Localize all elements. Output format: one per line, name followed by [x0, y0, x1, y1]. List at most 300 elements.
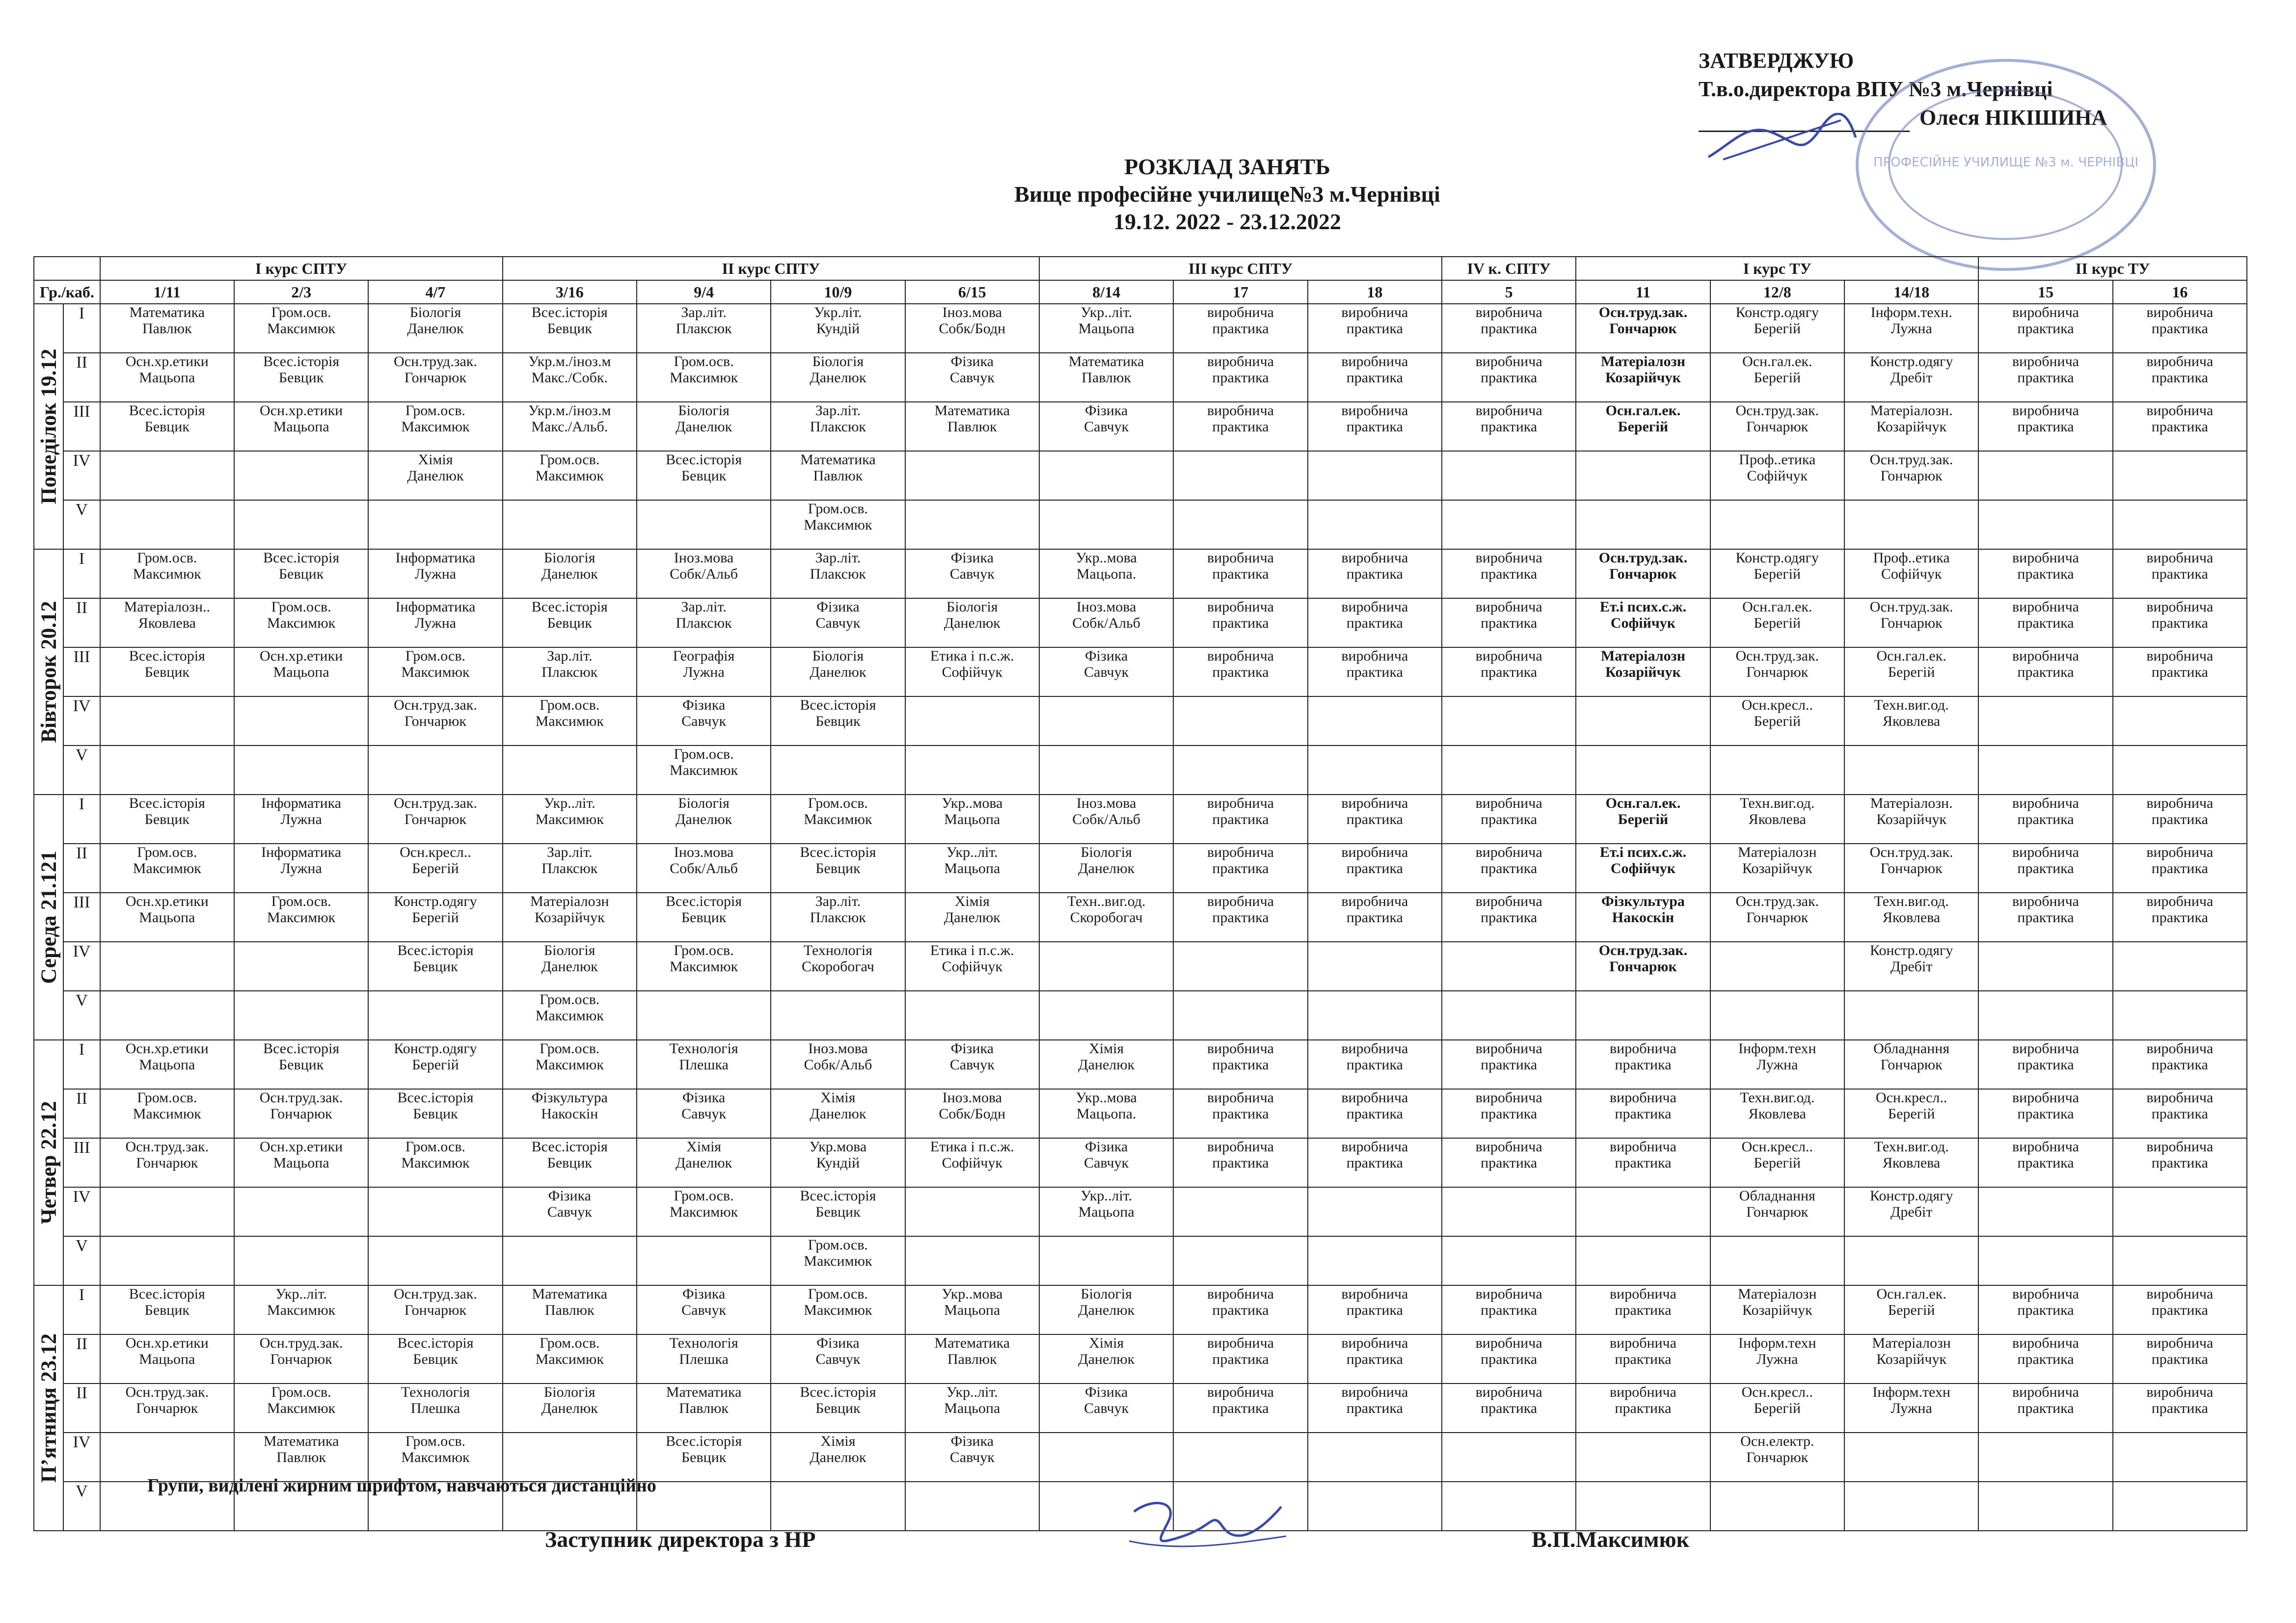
- schedule-cell: [771, 1138, 905, 1187]
- schedule-cell: [1039, 745, 1173, 795]
- subject: Математика: [129, 304, 205, 320]
- teacher: Собк/Бодн: [939, 1106, 1006, 1122]
- teacher: Яковлева: [1883, 713, 1941, 729]
- teacher: Плаксюк: [810, 566, 866, 582]
- teacher: Мацьопа.: [1076, 1106, 1136, 1122]
- schedule-cell: [637, 304, 771, 353]
- schedule-cell: [1710, 647, 1844, 696]
- teacher: практика: [1481, 615, 1538, 631]
- teacher: Гончарюк: [270, 1351, 332, 1367]
- teacher: практика: [2017, 664, 2074, 680]
- teacher: практика: [1346, 320, 1403, 337]
- subject: виробнича: [1207, 893, 1274, 909]
- teacher: Гончарюк: [404, 713, 467, 729]
- subject: Матеріалозн: [530, 893, 609, 909]
- schedule-cell: [1576, 402, 1710, 451]
- subject: Гром.осв.: [540, 452, 600, 468]
- schedule-cell: [100, 1040, 234, 1089]
- schedule-cell: [1442, 598, 1576, 647]
- subject: Інформатика: [395, 599, 476, 615]
- teacher: практика: [1212, 1106, 1269, 1122]
- subject: Інформатика: [261, 795, 342, 811]
- teacher: Накоскін: [1612, 909, 1675, 926]
- subject: Укр..літ.: [946, 844, 998, 860]
- subject: Техн.виг.од.: [1740, 795, 1815, 811]
- teacher: Бевцик: [815, 1204, 861, 1220]
- teacher: практика: [1481, 1302, 1538, 1318]
- schedule-cell: [1978, 549, 2112, 598]
- schedule-cell: [771, 1334, 905, 1384]
- subject: Біологія: [544, 1384, 595, 1400]
- subject: виробнича: [1609, 1335, 1676, 1351]
- subject: виробнича: [2146, 844, 2214, 860]
- teacher: Лужна: [280, 860, 322, 877]
- subject: Гром.осв.: [137, 1090, 197, 1106]
- subject: Осн.труд.зак.: [1869, 452, 1953, 468]
- schedule-cell: [1442, 402, 1576, 451]
- schedule-cell: [503, 647, 637, 696]
- teacher: Берегій: [1888, 1106, 1935, 1122]
- teacher: Козарійчук: [1742, 860, 1812, 877]
- teacher: практика: [2151, 811, 2208, 827]
- lesson-row: [34, 1138, 2247, 1187]
- schedule-cell: [2113, 1482, 2247, 1531]
- teacher: Павлюк: [544, 1302, 594, 1318]
- schedule-cell: [234, 1384, 368, 1433]
- schedule-cell: [1576, 647, 1710, 696]
- teacher: Мацьопа: [944, 860, 1000, 877]
- schedule-cell: [771, 549, 905, 598]
- subject: Ет.і псих.с.ж.: [1599, 599, 1687, 615]
- schedule-cell: [2113, 549, 2247, 598]
- teacher: Савчук: [949, 1057, 995, 1073]
- teacher: Бевцик: [681, 909, 727, 926]
- lesson-number: V: [63, 991, 100, 1040]
- teacher: Павлюк: [276, 1449, 326, 1465]
- schedule-cell: [1308, 1040, 1442, 1089]
- lesson-row: [34, 1040, 2247, 1089]
- schedule-cell: [1710, 1040, 1844, 1089]
- subject: виробнича: [1341, 1384, 1408, 1400]
- subject: Зар.літ.: [815, 550, 861, 566]
- subject: виробнича: [1207, 1335, 1274, 1351]
- schedule-cell: [637, 795, 771, 844]
- subject: виробнича: [2146, 1139, 2214, 1155]
- schedule-title: [785, 153, 1669, 236]
- schedule-cell: [1576, 353, 1710, 402]
- lesson-number: ІV: [63, 696, 100, 745]
- schedule-cell: [1978, 991, 2112, 1040]
- schedule-cell: [1576, 893, 1710, 942]
- schedule-cell: [1576, 598, 1710, 647]
- schedule-cell: [1173, 1138, 1307, 1187]
- subject: виробнича: [2146, 1286, 2214, 1302]
- lesson-number: ІІ: [63, 844, 100, 893]
- schedule-cell: [1844, 1138, 1978, 1187]
- teacher: Плаксюк: [541, 664, 598, 680]
- schedule-cell: [234, 745, 368, 795]
- teacher: Мацьопа: [1078, 320, 1134, 337]
- schedule-cell: [1173, 745, 1307, 795]
- subject: Констр.одягу: [1735, 304, 1819, 320]
- subject: виробнича: [1475, 1139, 1542, 1155]
- subject: виробнича: [1475, 648, 1542, 664]
- schedule-cell: [1442, 745, 1576, 795]
- schedule-cell: [1978, 1482, 2112, 1531]
- subject: Осн.хр.етики: [125, 353, 209, 370]
- subject: Математика: [934, 402, 1010, 419]
- subject: Всес.історія: [263, 353, 340, 370]
- teacher: практика: [2151, 1057, 2208, 1073]
- subject: Географія: [673, 648, 735, 664]
- teacher: Максимюк: [401, 419, 470, 435]
- schedule-cell: [1978, 795, 2112, 844]
- schedule-cell: [1710, 795, 1844, 844]
- schedule-cell: [2113, 598, 2247, 647]
- subject: Математика: [532, 1286, 608, 1302]
- teacher: практика: [2151, 1351, 2208, 1367]
- schedule-cell: [234, 1334, 368, 1384]
- schedule-cell: [1978, 1236, 2112, 1285]
- course-header: ІІ курс СПТУ: [503, 257, 1039, 280]
- schedule-cell: [637, 745, 771, 795]
- teacher: Бевцик: [278, 370, 324, 386]
- subject: Констр.одягу: [1869, 942, 1953, 958]
- teacher: Бевцик: [144, 1302, 189, 1318]
- subject: виробнича: [1207, 1384, 1274, 1400]
- lesson-number: ІІІ: [63, 893, 100, 942]
- group-header: 9/4: [637, 280, 771, 304]
- schedule-cell: [1844, 1482, 1978, 1531]
- subject: Осн.гал.ек.: [1605, 795, 1681, 811]
- schedule-cell: [1844, 1384, 1978, 1433]
- teacher: практика: [1615, 1106, 1672, 1122]
- teacher: практика: [1346, 664, 1403, 680]
- approval-position: Т.в.о.директора ВПУ №3 м.Чернівці: [1699, 77, 2053, 101]
- teacher: практика: [1212, 1351, 1269, 1367]
- subject: Техн.виг.од.: [1874, 697, 1949, 713]
- schedule-cell: [637, 402, 771, 451]
- schedule-cell: [100, 1334, 234, 1384]
- teacher: Савчук: [547, 1204, 592, 1220]
- schedule-cell: [100, 1384, 234, 1433]
- teacher: Данелюк: [675, 1155, 732, 1171]
- subject: виробнича: [2012, 844, 2079, 860]
- subject: виробнича: [1341, 402, 1408, 419]
- subject: виробнича: [1475, 1286, 1542, 1302]
- schedule-cell: [1173, 549, 1307, 598]
- schedule-cell: [234, 893, 368, 942]
- schedule-cell: [1308, 1187, 1442, 1236]
- lesson-row: [34, 1236, 2247, 1285]
- schedule-cell: [1576, 500, 1710, 549]
- schedule-cell: [1844, 598, 1978, 647]
- schedule-cell: [771, 696, 905, 745]
- lesson-number: ІV: [63, 1187, 100, 1236]
- schedule-cell: [2113, 1334, 2247, 1384]
- day-label: Середа 21.121: [36, 851, 61, 984]
- teacher: Савчук: [1084, 1400, 1129, 1416]
- schedule-cell: [1039, 304, 1173, 353]
- subject: Всес.історія: [666, 893, 742, 909]
- schedule-cell: [1710, 942, 1844, 991]
- teacher: Мацьопа: [139, 1057, 195, 1073]
- teacher: Собк/Альб: [670, 860, 738, 877]
- subject: Зар.літ.: [681, 599, 727, 615]
- teacher: Софійчук: [942, 664, 1003, 680]
- schedule-cell: [1308, 942, 1442, 991]
- subject: Осн.хр.етики: [125, 1335, 209, 1351]
- schedule-cell: [1308, 991, 1442, 1040]
- schedule-cell: [905, 598, 1039, 647]
- schedule-cell: [905, 1138, 1039, 1187]
- subject: Техн.виг.од.: [1874, 1139, 1949, 1155]
- schedule-cell: [1308, 1334, 1442, 1384]
- subject: Іноз.мова: [1076, 795, 1136, 811]
- teacher: Дребіт: [1890, 370, 1933, 386]
- subject: виробнича: [1609, 1384, 1676, 1400]
- subject: виробнича: [1609, 1090, 1676, 1106]
- lesson-row: [34, 942, 2247, 991]
- schedule-cell: [2113, 942, 2247, 991]
- schedule-cell: [905, 991, 1039, 1040]
- subject: виробнича: [1475, 550, 1542, 566]
- schedule-cell: [2113, 647, 2247, 696]
- lesson-row: [34, 1285, 2247, 1334]
- teacher: Гончарюк: [404, 1302, 467, 1318]
- schedule-cell: [100, 304, 234, 353]
- schedule-cell: [234, 942, 368, 991]
- teacher: Максимюк: [535, 1057, 604, 1073]
- subject: виробнича: [2146, 1335, 2214, 1351]
- schedule-cell: [771, 1384, 905, 1433]
- schedule-cell: [637, 647, 771, 696]
- subject: Гром.осв.: [674, 1188, 734, 1204]
- teacher: практика: [1615, 1057, 1672, 1073]
- schedule-cell: [905, 1285, 1039, 1334]
- teacher: практика: [1212, 1302, 1269, 1318]
- deputy-signature: [1124, 1492, 1291, 1556]
- teacher: Бевцик: [681, 1449, 727, 1465]
- teacher: Мацьопа: [944, 1400, 1000, 1416]
- subject: Техн.виг.од.: [1740, 1090, 1815, 1106]
- deputy-name: В.П.Максимюк: [1532, 1527, 1690, 1552]
- teacher: Берегій: [412, 860, 459, 877]
- teacher: Савчук: [1084, 1155, 1129, 1171]
- teacher: Яковлева: [138, 615, 196, 631]
- schedule-cell: [905, 549, 1039, 598]
- teacher: Максимюк: [535, 1351, 604, 1367]
- director-signature: [1703, 113, 1861, 167]
- teacher: Данелюк: [810, 1449, 866, 1465]
- subject: Констр.одягу: [1869, 353, 1953, 370]
- subject: Хімія: [820, 1433, 856, 1449]
- teacher: практика: [2017, 1106, 2074, 1122]
- subject: виробнича: [1341, 304, 1408, 320]
- subject: Фізика: [950, 550, 994, 566]
- teacher: Козарійчук: [534, 909, 605, 926]
- teacher: практика: [1615, 1351, 1672, 1367]
- schedule-cell: [368, 1433, 502, 1482]
- schedule-cell: [503, 1236, 637, 1285]
- teacher: Бевцик: [278, 566, 324, 582]
- subject: Зар.літ.: [815, 402, 861, 419]
- subject: Осн.труд.зак.: [1598, 942, 1688, 958]
- schedule-cell: [368, 795, 502, 844]
- schedule-cell: [905, 500, 1039, 549]
- schedule-cell: [1844, 893, 1978, 942]
- schedule-cell: [771, 500, 905, 549]
- schedule-cell: [1173, 696, 1307, 745]
- subject: виробнича: [1341, 1040, 1408, 1057]
- subject: Укр..мова: [1076, 1090, 1137, 1106]
- schedule-cell: [1710, 549, 1844, 598]
- schedule-cell: [1173, 991, 1307, 1040]
- subject: Осн.труд.зак.: [1869, 599, 1953, 615]
- schedule-cell: [368, 942, 502, 991]
- teacher: Лужна: [414, 615, 457, 631]
- schedule-cell: [2113, 745, 2247, 795]
- schedule-cell: [1442, 795, 1576, 844]
- schedule-cell: [234, 402, 368, 451]
- schedule-cell: [1576, 795, 1710, 844]
- teacher: практика: [1615, 1400, 1672, 1416]
- subject: Біологія: [544, 942, 595, 958]
- schedule-cell: [771, 893, 905, 942]
- subject: Осн.електр.: [1740, 1433, 1814, 1449]
- teacher: Яковлева: [1883, 1155, 1941, 1171]
- schedule-cell: [1039, 893, 1173, 942]
- schedule-cell: [503, 893, 637, 942]
- lesson-row: [34, 991, 2247, 1040]
- subject: виробнича: [2146, 795, 2214, 811]
- subject: Матеріалозн.: [1870, 402, 1953, 419]
- lesson-row: [34, 696, 2247, 745]
- schedule-cell: [368, 844, 502, 893]
- lesson-number: ІІ: [63, 1334, 100, 1384]
- schedule-cell: [1576, 1334, 1710, 1384]
- teacher: Бевцик: [144, 419, 189, 435]
- teacher: практика: [1346, 860, 1403, 877]
- schedule-cell: [100, 353, 234, 402]
- subject: Математика: [1068, 353, 1144, 370]
- teacher: Павлюк: [142, 320, 192, 337]
- lesson-number: І: [63, 549, 100, 598]
- subject: Констр.одягу: [394, 893, 477, 909]
- teacher: практика: [2151, 860, 2208, 877]
- lesson-number: ІV: [63, 451, 100, 500]
- subject: Осн.гал.ек.: [1605, 402, 1681, 419]
- subject: Всес.історія: [531, 1139, 608, 1155]
- schedule-cell: [234, 844, 368, 893]
- schedule-cell: [771, 647, 905, 696]
- subject: Осн.труд.зак.: [394, 1286, 477, 1302]
- subject: Осн.хр.етики: [125, 893, 209, 909]
- schedule-cell: [2113, 795, 2247, 844]
- teacher: практика: [2017, 1400, 2074, 1416]
- subject: Гром.осв.: [405, 1139, 466, 1155]
- schedule-cell: [368, 353, 502, 402]
- subject: Гром.осв.: [137, 550, 197, 566]
- teacher: практика: [1481, 664, 1538, 680]
- teacher: Дребіт: [1890, 1204, 1933, 1220]
- schedule-cell: [1978, 893, 2112, 942]
- subject: виробнича: [1207, 1286, 1274, 1302]
- schedule-cell: [1844, 549, 1978, 598]
- group-header: 16: [2113, 280, 2247, 304]
- teacher: Плаксюк: [810, 909, 866, 926]
- teacher: Данелюк: [1078, 1351, 1135, 1367]
- subject: виробнича: [1207, 648, 1274, 664]
- teacher: Плешка: [679, 1351, 729, 1367]
- subject: Всес.історія: [129, 1286, 205, 1302]
- subject: Осн.гал.ек.: [1742, 599, 1812, 615]
- teacher: практика: [1615, 1155, 1672, 1171]
- schedule-cell: [1576, 1236, 1710, 1285]
- lesson-row: [34, 500, 2247, 549]
- subject: Всес.історія: [263, 1040, 340, 1057]
- schedule-cell: [1978, 942, 2112, 991]
- schedule-cell: [1710, 1187, 1844, 1236]
- schedule-cell: [100, 451, 234, 500]
- subject: Осн.гал.ек.: [1876, 1286, 1946, 1302]
- teacher: Максимюк: [267, 615, 336, 631]
- schedule-cell: [1576, 1138, 1710, 1187]
- lesson-number: І: [63, 795, 100, 844]
- schedule-cell: [771, 1040, 905, 1089]
- teacher: Бевцик: [815, 860, 861, 877]
- teacher: практика: [2017, 811, 2074, 827]
- schedule-cell: [1039, 500, 1173, 549]
- subject: Гром.осв.: [674, 942, 734, 958]
- schedule-cell: [234, 500, 368, 549]
- teacher: Максимюк: [804, 1302, 872, 1318]
- subject: Гром.осв.: [540, 991, 600, 1008]
- schedule-cell: [1710, 402, 1844, 451]
- teacher: практика: [1481, 320, 1538, 337]
- course-header: ІІІ курс СПТУ: [1039, 257, 1442, 280]
- subject: Зар.літ.: [547, 648, 593, 664]
- schedule-cell: [1710, 991, 1844, 1040]
- teacher: практика: [1212, 1155, 1269, 1171]
- subject: Осн.хр.етики: [260, 1139, 343, 1155]
- lesson-number: ІІІ: [63, 1138, 100, 1187]
- schedule-cell: [1710, 304, 1844, 353]
- subject: Техн.виг.од.: [1874, 893, 1949, 909]
- subject: Фізика: [950, 353, 994, 370]
- subject: виробнича: [1341, 648, 1408, 664]
- subject: Математика: [800, 452, 876, 468]
- schedule-cell: [637, 1334, 771, 1384]
- subject: Констр.одягу: [1869, 1188, 1953, 1204]
- teacher: Лужна: [1891, 1400, 1932, 1416]
- subject: Гром.осв.: [808, 501, 868, 517]
- schedule-cell: [637, 1285, 771, 1334]
- day-cell: [34, 795, 63, 1040]
- subject: виробнича: [1475, 1090, 1542, 1106]
- schedule-cell: [1844, 1334, 1978, 1384]
- teacher: практика: [2017, 860, 2074, 877]
- schedule-cell: [1039, 353, 1173, 402]
- group-header: 4/7: [368, 280, 502, 304]
- schedule-cell: [1978, 1138, 2112, 1187]
- subject: Обладнання: [1739, 1188, 1815, 1204]
- schedule-table: [33, 256, 2247, 1531]
- teacher: Лужна: [1891, 320, 1932, 337]
- subject: Осн.труд.зак.: [1598, 550, 1688, 566]
- schedule-cell: [771, 402, 905, 451]
- schedule-cell: [905, 1433, 1039, 1482]
